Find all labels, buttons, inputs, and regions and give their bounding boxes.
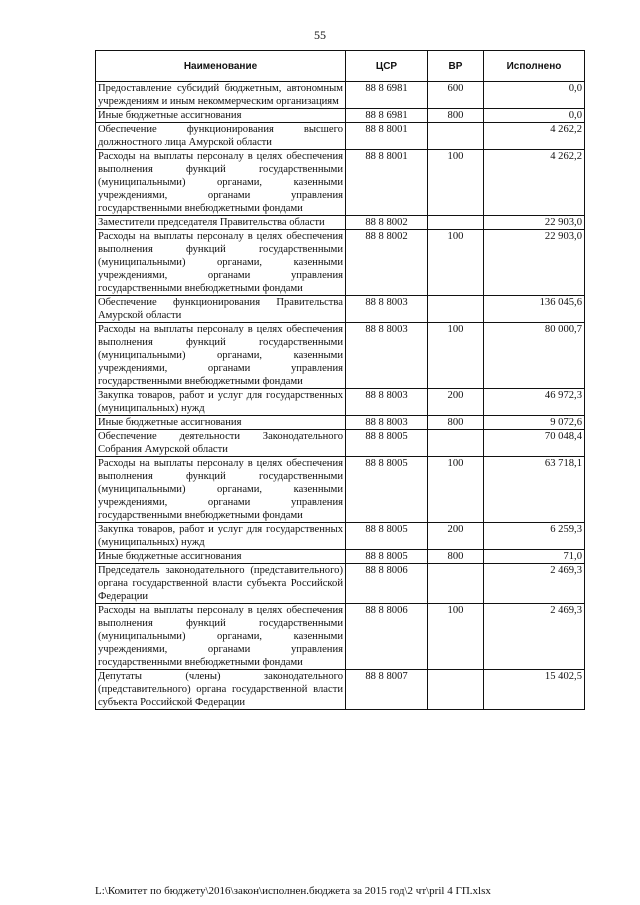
row-vr: 800 (428, 550, 484, 564)
row-vr: 200 (428, 389, 484, 416)
column-header-name: Наименование (96, 51, 346, 82)
row-name: Обеспечение функционирования Правительства Амурской области (96, 296, 346, 323)
table-row (96, 123, 585, 150)
row-name: Обеспечение функционирования высшего должностного лица Амурской области (96, 123, 346, 150)
row-csr: 88 8 8006 (346, 564, 428, 604)
budget-table (95, 50, 585, 710)
table-row (96, 389, 585, 416)
column-header-csr: ЦСР (346, 51, 428, 82)
row-name: Обеспечение деятельности Законодательного Собрания Амурской области (96, 430, 346, 457)
table-row (96, 230, 585, 296)
row-csr: 88 8 8006 (346, 604, 428, 670)
row-amount: 2 469,3 (484, 564, 585, 604)
row-csr: 88 8 8005 (346, 523, 428, 550)
table-row (96, 670, 585, 710)
row-csr: 88 8 8002 (346, 216, 428, 230)
row-vr: 800 (428, 109, 484, 123)
table-row (96, 550, 585, 564)
table-row (96, 323, 585, 389)
table-row (96, 430, 585, 457)
table-row (96, 150, 585, 216)
row-vr: 100 (428, 150, 484, 216)
row-csr: 88 8 6981 (346, 82, 428, 109)
row-name: Заместители председателя Правительства области (96, 216, 346, 230)
row-name: Расходы на выплаты персоналу в целях обеспечения выполнения функций государственными (муниципальными) органами, казенными учреждениями, органами управления государственными внебюджетными фондами (96, 230, 346, 296)
row-vr (428, 430, 484, 457)
row-name: Председатель законодательного (представительного) органа государственной власти субъекта Российской Федерации (96, 564, 346, 604)
table-row (96, 296, 585, 323)
row-csr: 88 8 8005 (346, 550, 428, 564)
row-name: Расходы на выплаты персоналу в целях обеспечения выполнения функций государственными (муниципальными) органами, казенными учреждениями, органами управления государственными внебюджетными фондами (96, 323, 346, 389)
row-csr: 88 8 8007 (346, 670, 428, 710)
row-name: Депутаты (члены) законодательного (представительного) органа государственной власти субъекта Российской Федерации (96, 670, 346, 710)
row-name: Закупка товаров, работ и услуг для государственных (муниципальных) нужд (96, 389, 346, 416)
row-vr: 800 (428, 416, 484, 430)
table-body (96, 82, 585, 710)
row-amount: 15 402,5 (484, 670, 585, 710)
row-csr: 88 8 8005 (346, 430, 428, 457)
table-row (96, 109, 585, 123)
row-amount: 6 259,3 (484, 523, 585, 550)
row-name: Закупка товаров, работ и услуг для государственных (муниципальных) нужд (96, 523, 346, 550)
table-row (96, 523, 585, 550)
row-amount: 63 718,1 (484, 457, 585, 523)
row-vr (428, 296, 484, 323)
table-row (96, 457, 585, 523)
table-header-row (96, 51, 585, 82)
row-vr (428, 123, 484, 150)
row-amount: 4 262,2 (484, 123, 585, 150)
row-name: Расходы на выплаты персоналу в целях обеспечения выполнения функций государственными (муниципальными) органами, казенными учреждениями, органами управления государственными внебюджетными фондами (96, 457, 346, 523)
row-name: Иные бюджетные ассигнования (96, 109, 346, 123)
table-row (96, 416, 585, 430)
row-csr: 88 8 8005 (346, 457, 428, 523)
row-name: Расходы на выплаты персоналу в целях обеспечения выполнения функций государственными (муниципальными) органами, казенными учреждениями, органами управления государственными внебюджетными фондами (96, 604, 346, 670)
row-amount: 9 072,6 (484, 416, 585, 430)
row-amount: 22 903,0 (484, 216, 585, 230)
row-name: Иные бюджетные ассигнования (96, 550, 346, 564)
row-amount: 46 972,3 (484, 389, 585, 416)
table-row (96, 604, 585, 670)
row-vr (428, 216, 484, 230)
row-csr: 88 8 8001 (346, 150, 428, 216)
row-name: Предоставление субсидий бюджетным, автономным учреждениям и иным некоммерческим организациям (96, 82, 346, 109)
row-vr: 100 (428, 230, 484, 296)
table-row (96, 82, 585, 109)
row-csr: 88 8 8003 (346, 296, 428, 323)
row-vr: 100 (428, 604, 484, 670)
row-csr: 88 8 8001 (346, 123, 428, 150)
row-amount: 4 262,2 (484, 150, 585, 216)
row-amount: 0,0 (484, 82, 585, 109)
row-amount: 70 048,4 (484, 430, 585, 457)
row-vr: 100 (428, 323, 484, 389)
row-csr: 88 8 8002 (346, 230, 428, 296)
row-csr: 88 8 6981 (346, 109, 428, 123)
row-vr (428, 564, 484, 604)
table-row (96, 216, 585, 230)
row-name: Иные бюджетные ассигнования (96, 416, 346, 430)
row-amount: 136 045,6 (484, 296, 585, 323)
row-vr: 600 (428, 82, 484, 109)
row-amount: 71,0 (484, 550, 585, 564)
file-path-footer: L:\Комитет по бюджету\2016\закон\исполнен.бюджета за 2015 год\2 чт\pril 4 ГП.xlsx (95, 885, 491, 897)
row-vr: 100 (428, 457, 484, 523)
row-amount: 80 000,7 (484, 323, 585, 389)
row-amount: 2 469,3 (484, 604, 585, 670)
page-number: 55 (314, 28, 326, 42)
row-csr: 88 8 8003 (346, 389, 428, 416)
row-name: Расходы на выплаты персоналу в целях обеспечения выполнения функций государственными (муниципальными) органами, казенными учреждениями, органами управления государственными внебюджетными фондами (96, 150, 346, 216)
row-amount: 0,0 (484, 109, 585, 123)
row-csr: 88 8 8003 (346, 416, 428, 430)
column-header-vr: ВР (428, 51, 484, 82)
row-vr (428, 670, 484, 710)
table-row (96, 564, 585, 604)
row-csr: 88 8 8003 (346, 323, 428, 389)
row-amount: 22 903,0 (484, 230, 585, 296)
column-header-amount: Исполнено (484, 51, 585, 82)
row-vr: 200 (428, 523, 484, 550)
